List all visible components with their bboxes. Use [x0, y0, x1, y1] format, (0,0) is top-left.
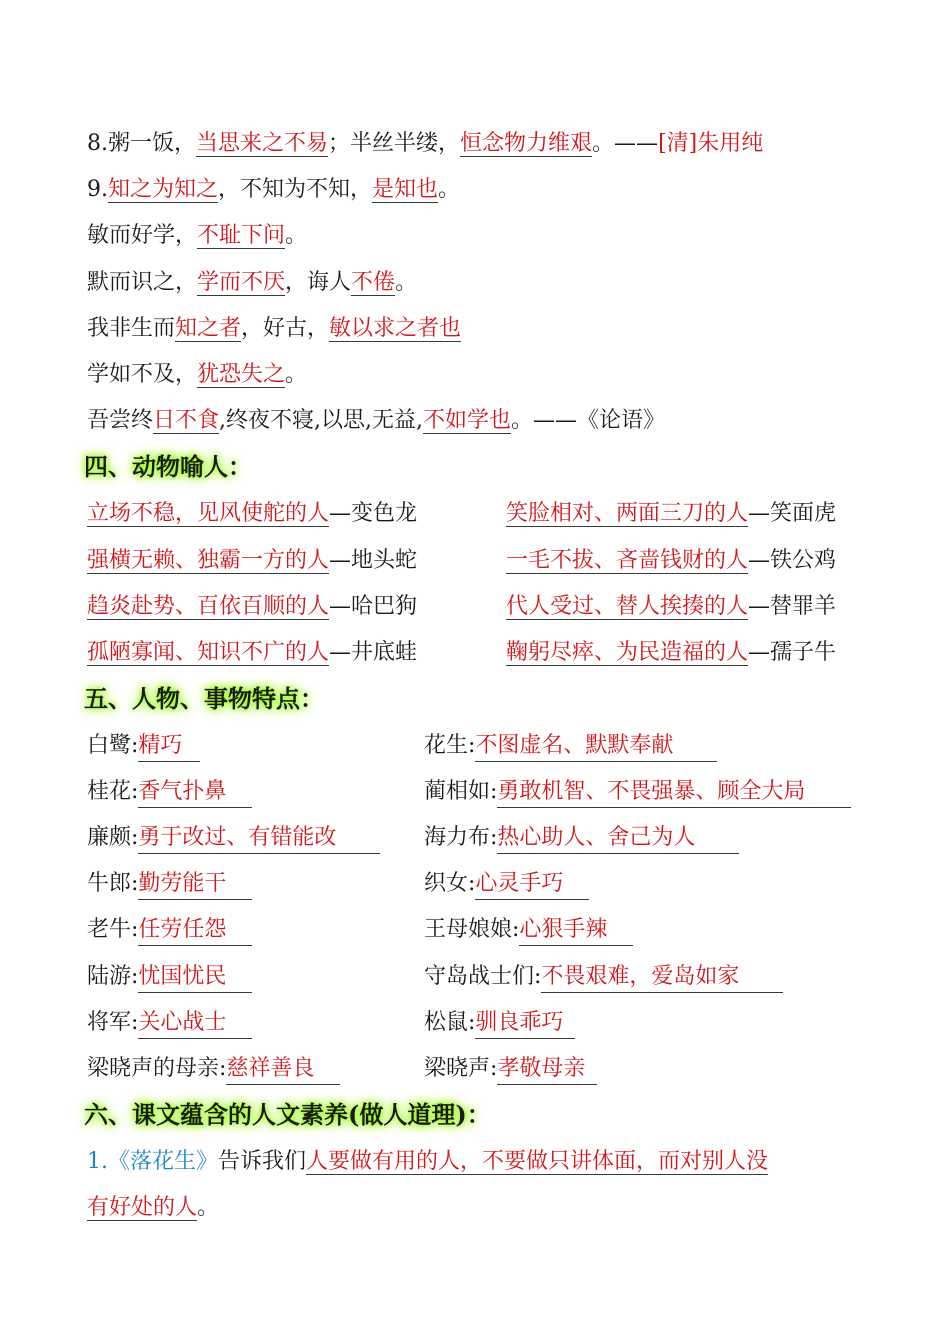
quote-line-8 [87, 126, 763, 162]
trait-subject: 将军: [87, 1010, 139, 1035]
trait-item [424, 912, 633, 948]
animal-item [87, 589, 417, 625]
trait-item [424, 866, 589, 902]
animal-desc: 笑脸相对、两面三刀的人 [506, 501, 749, 526]
trait-item [424, 1005, 575, 1041]
quote-text: ，不知为不知， [218, 177, 373, 202]
moral-text: 。 [197, 1195, 220, 1220]
animal-desc: 代人受过、替人挨揍的人 [506, 594, 749, 619]
answer-fill: 不如学也 [423, 408, 512, 433]
animal-item [87, 496, 417, 532]
answer-fill: 知之为知之 [108, 177, 219, 202]
quote-text: 我非生而 [87, 316, 176, 341]
trait-answer: 热心助人、舍己为人 [497, 823, 739, 854]
trait-answer: 勇于改过、有错能改 [138, 823, 380, 854]
quote-text: 敏而好学， [87, 223, 198, 248]
trait-subject: 牛郎: [87, 871, 139, 896]
answer-fill: 知之者 [175, 316, 242, 341]
trait-answer: 关心战士 [138, 1008, 252, 1039]
trait-item [424, 774, 851, 810]
quote-text: 吾尝终 [87, 408, 154, 433]
trait-subject: 梁晓声的母亲: [87, 1056, 227, 1081]
animal-desc: 孤陋寡闻、知识不广的人 [87, 640, 330, 665]
answer-fill: 是知也 [372, 177, 439, 202]
quote-line-9 [87, 172, 460, 208]
quote-line-11 [87, 265, 417, 301]
quote-author: [清]朱用纯 [658, 131, 764, 156]
trait-item [87, 774, 252, 810]
quote-text: 。 [395, 270, 418, 295]
answer-fill: 恒念物力维艰 [460, 131, 593, 156]
animal-name: —井底蛙 [329, 640, 418, 665]
quote-text: 。 [438, 177, 461, 202]
trait-subject: 白鹭: [87, 733, 139, 758]
trait-subject: 桂花: [87, 779, 139, 804]
answer-fill: 不耻下问 [197, 223, 286, 248]
animal-name: —铁公鸡 [748, 548, 837, 573]
trait-answer: 慈祥善良 [226, 1054, 340, 1085]
animal-item [87, 635, 417, 671]
trait-subject: 织女: [424, 871, 476, 896]
trait-answer: 心狠手辣 [519, 915, 633, 946]
animal-desc: 趋炎赴势、百依百顺的人 [87, 594, 330, 619]
trait-subject: 海力布: [424, 825, 498, 850]
section-heading-traits: 五、人物、事物特点： [84, 684, 324, 713]
animal-desc: 立场不稳，见风使舵的人 [87, 501, 330, 526]
animal-item [506, 589, 836, 625]
trait-answer: 香气扑鼻 [138, 777, 252, 808]
trait-subject: 老牛: [87, 917, 139, 942]
answer-fill: 有好处的人 [87, 1195, 198, 1220]
trait-answer: 驯良乖巧 [475, 1008, 575, 1039]
moral-line-1 [87, 1144, 768, 1180]
answer-fill: 敏以求之者也 [329, 316, 462, 341]
trait-answer: 忧国忧民 [138, 962, 252, 993]
trait-answer: 不畏艰难，爱岛如家 [541, 962, 783, 993]
quote-line-14 [87, 403, 665, 439]
quote-text: 。——《论语》 [511, 408, 666, 433]
animal-desc: 鞠躬尽瘁、为民造福的人 [506, 640, 749, 665]
animal-item [87, 543, 417, 579]
animal-name: —替罪羊 [748, 594, 837, 619]
trait-item [424, 1051, 597, 1087]
trait-item [424, 820, 739, 856]
trait-subject: 梁晓声: [424, 1056, 498, 1081]
trait-answer: 勤劳能干 [138, 869, 252, 900]
quote-text: 。—— [592, 131, 659, 156]
animal-desc: 强横无赖、独霸一方的人 [87, 548, 330, 573]
animal-name: —孺子牛 [748, 640, 837, 665]
animal-item [506, 543, 836, 579]
trait-item [87, 912, 252, 948]
answer-fill: 当思来之不易 [196, 131, 329, 156]
animal-desc: 一毛不拔、吝啬钱财的人 [506, 548, 749, 573]
animal-name: —变色龙 [329, 501, 418, 526]
lesson-title: 1.《落花生》 [87, 1149, 218, 1174]
answer-fill: 不倦 [351, 270, 396, 295]
section-heading-morals: 六、课文蕴含的人文素养(做人道理)： [84, 1100, 491, 1129]
answer-fill: 学而不厌 [197, 270, 286, 295]
answer-fill: 人要做有用的人，不要做只讲体面，而对别人没 [306, 1149, 769, 1174]
quote-text: 。 [285, 362, 308, 387]
trait-subject: 花生: [424, 733, 476, 758]
animal-item [506, 635, 836, 671]
trait-subject: 松鼠: [424, 1010, 476, 1035]
trait-subject: 蔺相如: [424, 779, 498, 804]
trait-item [87, 1051, 340, 1087]
animal-name: —地头蛇 [329, 548, 418, 573]
trait-item [424, 959, 783, 995]
quote-text: ；半丝半缕， [328, 131, 461, 156]
trait-item [87, 866, 252, 902]
trait-item [87, 820, 380, 856]
quote-line-10 [87, 218, 307, 254]
trait-answer: 孝敬母亲 [497, 1054, 597, 1085]
quote-text: 学如不及， [87, 362, 198, 387]
quote-text: 默而识之， [87, 270, 198, 295]
trait-answer: 精巧 [138, 731, 200, 762]
moral-line-2 [87, 1190, 219, 1226]
answer-fill: 犹恐失之 [197, 362, 286, 387]
quote-text: ，好古， [241, 316, 330, 341]
section-heading-animals: 四、动物喻人： [84, 452, 252, 481]
quote-line-13 [87, 357, 307, 393]
animal-name: —哈巴狗 [329, 594, 418, 619]
trait-item [87, 728, 200, 764]
trait-item [87, 1005, 252, 1041]
trait-subject: 陆游: [87, 964, 139, 989]
trait-answer: 心灵手巧 [475, 869, 589, 900]
item-number: 9. [87, 177, 108, 202]
quote-text: 。 [285, 223, 308, 248]
quote-text: ,终夜不寝,以思,无益, [219, 408, 424, 433]
trait-subject: 王母娘娘: [424, 917, 520, 942]
trait-subject: 守岛战士们: [424, 964, 542, 989]
animal-item [506, 496, 836, 532]
quote-text: 8.粥一饭， [87, 131, 196, 156]
quote-line-12 [87, 311, 461, 347]
trait-subject: 廉颇: [87, 825, 139, 850]
trait-answer: 不图虚名、默默奉献 [475, 731, 717, 762]
answer-fill: 日不食 [153, 408, 220, 433]
quote-text: ，诲人 [285, 270, 352, 295]
moral-text: 告诉我们 [218, 1149, 307, 1174]
trait-item [87, 959, 252, 995]
trait-item [424, 728, 717, 764]
animal-name: —笑面虎 [748, 501, 837, 526]
trait-answer: 勇敢机智、不畏强暴、顾全大局 [497, 777, 851, 808]
trait-answer: 任劳任怨 [138, 915, 252, 946]
